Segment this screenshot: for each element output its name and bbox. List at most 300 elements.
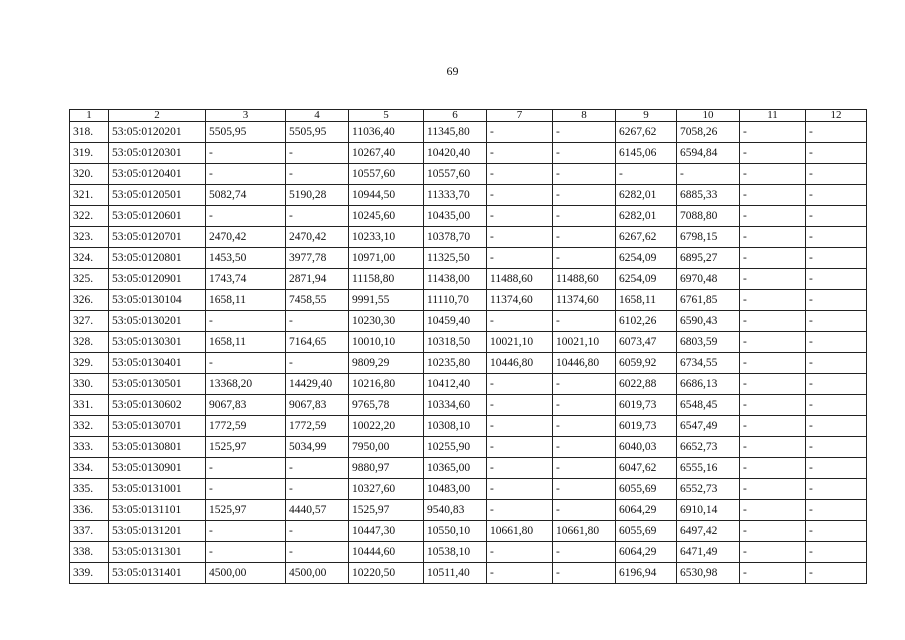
table-cell-col-8: 10661,80: [553, 521, 616, 542]
column-header-2: 2: [109, 110, 206, 122]
table-cell-col-10: 6895,27: [677, 248, 740, 269]
data-table: [69, 109, 867, 584]
table-cell-col-11: -: [740, 164, 806, 185]
table-row: [70, 542, 867, 563]
table-cell-col-2: 53:05:0120201: [109, 122, 206, 143]
table-cell-col-3: -: [206, 521, 286, 542]
table-cell-col-12: -: [806, 458, 867, 479]
table-cell-col-7: -: [487, 479, 553, 500]
table-cell-col-9: 6059,92: [616, 353, 677, 374]
table-cell-col-12: -: [806, 353, 867, 374]
table-cell-col-1: 322.: [70, 206, 109, 227]
table-cell-col-12: -: [806, 122, 867, 143]
column-header-3: 3: [206, 110, 286, 122]
table-cell-col-3: 1453,50: [206, 248, 286, 269]
table-cell-col-5: 10267,40: [349, 143, 424, 164]
table-body: [70, 122, 867, 584]
table-cell-col-9: 6055,69: [616, 479, 677, 500]
column-header-6: 6: [424, 110, 487, 122]
table-cell-col-4: 2871,94: [286, 269, 349, 290]
table-cell-col-7: 11488,60: [487, 269, 553, 290]
table-row: [70, 248, 867, 269]
table-cell-col-11: -: [740, 437, 806, 458]
table-cell-col-10: 7058,26: [677, 122, 740, 143]
table-cell-col-12: -: [806, 395, 867, 416]
table-cell-col-10: 6761,85: [677, 290, 740, 311]
table-cell-col-5: 10220,50: [349, 563, 424, 584]
table-cell-col-4: 9067,83: [286, 395, 349, 416]
table-cell-col-11: -: [740, 395, 806, 416]
table-cell-col-3: -: [206, 542, 286, 563]
table-row: [70, 500, 867, 521]
table-cell-col-10: 6803,59: [677, 332, 740, 353]
table-cell-col-9: 6145,06: [616, 143, 677, 164]
table-cell-col-3: -: [206, 143, 286, 164]
table-cell-col-4: -: [286, 542, 349, 563]
table-cell-col-8: -: [553, 374, 616, 395]
table-cell-col-11: -: [740, 374, 806, 395]
table-row: [70, 458, 867, 479]
table-cell-col-10: 6497,42: [677, 521, 740, 542]
table-cell-col-3: 13368,20: [206, 374, 286, 395]
table-cell-col-6: 10378,70: [424, 227, 487, 248]
table-row: [70, 269, 867, 290]
table-cell-col-7: -: [487, 500, 553, 521]
table-cell-col-12: -: [806, 500, 867, 521]
table-cell-col-5: 10216,80: [349, 374, 424, 395]
table-cell-col-5: 9991,55: [349, 290, 424, 311]
table-cell-col-2: 53:05:0120401: [109, 164, 206, 185]
table-cell-col-10: 6798,15: [677, 227, 740, 248]
table-row: [70, 227, 867, 248]
table-cell-col-1: 327.: [70, 311, 109, 332]
table-cell-col-4: 4440,57: [286, 500, 349, 521]
table-cell-col-6: 10557,60: [424, 164, 487, 185]
table-row: [70, 332, 867, 353]
table-cell-col-8: -: [553, 563, 616, 584]
table-cell-col-11: -: [740, 227, 806, 248]
table-cell-col-5: 10557,60: [349, 164, 424, 185]
table-cell-col-12: -: [806, 164, 867, 185]
table-cell-col-4: 7458,55: [286, 290, 349, 311]
table-cell-col-10: 6590,43: [677, 311, 740, 332]
table-cell-col-6: 10255,90: [424, 437, 487, 458]
table-row: [70, 353, 867, 374]
table-cell-col-6: 10420,40: [424, 143, 487, 164]
table-cell-col-2: 53:05:0130801: [109, 437, 206, 458]
table-cell-col-12: -: [806, 542, 867, 563]
table-cell-col-3: 2470,42: [206, 227, 286, 248]
table-cell-col-12: -: [806, 374, 867, 395]
table-cell-col-5: 11158,80: [349, 269, 424, 290]
table-cell-col-7: -: [487, 164, 553, 185]
table-cell-col-5: 10944,50: [349, 185, 424, 206]
table-cell-col-6: 11333,70: [424, 185, 487, 206]
table-cell-col-11: -: [740, 206, 806, 227]
table-cell-col-7: -: [487, 122, 553, 143]
table-cell-col-8: -: [553, 248, 616, 269]
table-cell-col-9: -: [616, 164, 677, 185]
table-cell-col-10: 6530,98: [677, 563, 740, 584]
table-cell-col-4: -: [286, 479, 349, 500]
table-cell-col-9: 1658,11: [616, 290, 677, 311]
table-cell-col-8: 10021,10: [553, 332, 616, 353]
table-cell-col-2: 53:05:0120801: [109, 248, 206, 269]
table-row: [70, 122, 867, 143]
table-cell-col-4: 5034,99: [286, 437, 349, 458]
table-cell-col-1: 318.: [70, 122, 109, 143]
table-cell-col-1: 336.: [70, 500, 109, 521]
table-cell-col-7: -: [487, 185, 553, 206]
table-cell-col-6: 10550,10: [424, 521, 487, 542]
table-cell-col-7: -: [487, 416, 553, 437]
table-cell-col-10: 6555,16: [677, 458, 740, 479]
column-header-8: 8: [553, 110, 616, 122]
table-cell-col-7: -: [487, 395, 553, 416]
table-cell-col-5: 10010,10: [349, 332, 424, 353]
table-cell-col-2: 53:05:0130104: [109, 290, 206, 311]
table-cell-col-8: 11488,60: [553, 269, 616, 290]
table-cell-col-4: 5190,28: [286, 185, 349, 206]
table-cell-col-9: 6047,62: [616, 458, 677, 479]
table-cell-col-2: 53:05:0130201: [109, 311, 206, 332]
table-cell-col-8: -: [553, 542, 616, 563]
table-cell-col-12: -: [806, 206, 867, 227]
table-cell-col-1: 323.: [70, 227, 109, 248]
table-cell-col-1: 321.: [70, 185, 109, 206]
table-cell-col-6: 10483,00: [424, 479, 487, 500]
table-cell-col-2: 53:05:0131301: [109, 542, 206, 563]
table-cell-col-4: -: [286, 311, 349, 332]
table-row: [70, 521, 867, 542]
table-cell-col-1: 332.: [70, 416, 109, 437]
table-cell-col-7: 10021,10: [487, 332, 553, 353]
table-row: [70, 143, 867, 164]
table-row: [70, 290, 867, 311]
table-cell-col-4: 3977,78: [286, 248, 349, 269]
table-cell-col-2: 53:05:0130602: [109, 395, 206, 416]
table-cell-col-9: 6267,62: [616, 227, 677, 248]
table-cell-col-4: -: [286, 521, 349, 542]
table-cell-col-7: -: [487, 563, 553, 584]
table-cell-col-7: -: [487, 248, 553, 269]
table-cell-col-5: 9765,78: [349, 395, 424, 416]
table-cell-col-12: -: [806, 521, 867, 542]
table-cell-col-4: 5505,95: [286, 122, 349, 143]
table-cell-col-10: 6547,49: [677, 416, 740, 437]
table-cell-col-9: 6064,29: [616, 500, 677, 521]
table-cell-col-6: 11438,00: [424, 269, 487, 290]
table-row: [70, 164, 867, 185]
table-row: [70, 563, 867, 584]
table-row: [70, 185, 867, 206]
table-cell-col-8: -: [553, 458, 616, 479]
table-cell-col-8: 11374,60: [553, 290, 616, 311]
table-cell-col-12: -: [806, 290, 867, 311]
table-cell-col-2: 53:05:0131201: [109, 521, 206, 542]
table-cell-col-10: 6471,49: [677, 542, 740, 563]
table-cell-col-7: 11374,60: [487, 290, 553, 311]
table-cell-col-10: 6910,14: [677, 500, 740, 521]
table-cell-col-8: -: [553, 500, 616, 521]
table-cell-col-12: -: [806, 479, 867, 500]
table-cell-col-9: 6282,01: [616, 206, 677, 227]
table-cell-col-5: 10444,60: [349, 542, 424, 563]
table-cell-col-1: 325.: [70, 269, 109, 290]
table-cell-col-2: 53:05:0130501: [109, 374, 206, 395]
table-cell-col-12: -: [806, 437, 867, 458]
table-cell-col-9: 6019,73: [616, 416, 677, 437]
table-cell-col-1: 330.: [70, 374, 109, 395]
column-header-7: 7: [487, 110, 553, 122]
table-cell-col-6: 10459,40: [424, 311, 487, 332]
table-cell-col-6: 10318,50: [424, 332, 487, 353]
table-cell-col-5: 7950,00: [349, 437, 424, 458]
table-cell-col-6: 10538,10: [424, 542, 487, 563]
table-cell-col-9: 6064,29: [616, 542, 677, 563]
table-cell-col-9: 6073,47: [616, 332, 677, 353]
table-cell-col-10: 6652,73: [677, 437, 740, 458]
table-cell-col-1: 329.: [70, 353, 109, 374]
table-cell-col-3: 5082,74: [206, 185, 286, 206]
table-cell-col-9: 6019,73: [616, 395, 677, 416]
table-cell-col-5: 10327,60: [349, 479, 424, 500]
table-cell-col-3: -: [206, 353, 286, 374]
table-cell-col-6: 9540,83: [424, 500, 487, 521]
table-cell-col-12: -: [806, 563, 867, 584]
table-cell-col-5: 10971,00: [349, 248, 424, 269]
table-cell-col-3: 9067,83: [206, 395, 286, 416]
table-cell-col-4: -: [286, 143, 349, 164]
table-cell-col-8: -: [553, 122, 616, 143]
table-cell-col-5: 10233,10: [349, 227, 424, 248]
table-cell-col-4: 7164,65: [286, 332, 349, 353]
table-cell-col-4: -: [286, 164, 349, 185]
column-header-4: 4: [286, 110, 349, 122]
table-cell-col-8: 10446,80: [553, 353, 616, 374]
table-cell-col-12: -: [806, 248, 867, 269]
table-cell-col-3: -: [206, 206, 286, 227]
table-cell-col-2: 53:05:0120701: [109, 227, 206, 248]
table-cell-col-8: -: [553, 395, 616, 416]
table-cell-col-3: 1772,59: [206, 416, 286, 437]
table-cell-col-1: 334.: [70, 458, 109, 479]
table-cell-col-10: 6552,73: [677, 479, 740, 500]
table-cell-col-5: 9880,97: [349, 458, 424, 479]
table-cell-col-5: 10245,60: [349, 206, 424, 227]
table-cell-col-12: -: [806, 143, 867, 164]
table-cell-col-5: 10022,20: [349, 416, 424, 437]
table-row: [70, 416, 867, 437]
table-cell-col-7: 10446,80: [487, 353, 553, 374]
table-cell-col-4: 14429,40: [286, 374, 349, 395]
table-cell-col-1: 335.: [70, 479, 109, 500]
table-cell-col-1: 326.: [70, 290, 109, 311]
table-cell-col-1: 337.: [70, 521, 109, 542]
table-cell-col-1: 339.: [70, 563, 109, 584]
table-cell-col-3: -: [206, 311, 286, 332]
column-header-11: 11: [740, 110, 806, 122]
table-cell-col-2: 53:05:0130401: [109, 353, 206, 374]
table-cell-col-3: 1525,97: [206, 500, 286, 521]
table-cell-col-12: -: [806, 311, 867, 332]
table-cell-col-6: 10412,40: [424, 374, 487, 395]
table-cell-col-4: -: [286, 206, 349, 227]
table-cell-col-7: -: [487, 227, 553, 248]
column-header-5: 5: [349, 110, 424, 122]
table-cell-col-7: -: [487, 542, 553, 563]
table-cell-col-8: -: [553, 479, 616, 500]
column-header-10: 10: [677, 110, 740, 122]
table-cell-col-9: 6055,69: [616, 521, 677, 542]
table-cell-col-6: 10308,10: [424, 416, 487, 437]
table-cell-col-8: -: [553, 164, 616, 185]
table-cell-col-2: 53:05:0130901: [109, 458, 206, 479]
table-cell-col-11: -: [740, 479, 806, 500]
table-cell-col-1: 338.: [70, 542, 109, 563]
table-cell-col-7: -: [487, 143, 553, 164]
table-cell-col-9: 6254,09: [616, 248, 677, 269]
table-cell-col-3: -: [206, 164, 286, 185]
table-cell-col-6: 10334,60: [424, 395, 487, 416]
table-cell-col-11: -: [740, 521, 806, 542]
table-cell-col-11: -: [740, 143, 806, 164]
table-cell-col-5: 9809,29: [349, 353, 424, 374]
table-row: [70, 374, 867, 395]
table-cell-col-12: -: [806, 332, 867, 353]
table-cell-col-11: -: [740, 563, 806, 584]
table-cell-col-11: -: [740, 353, 806, 374]
table-cell-col-12: -: [806, 416, 867, 437]
table-cell-col-10: 6548,45: [677, 395, 740, 416]
table-cell-col-1: 328.: [70, 332, 109, 353]
table-cell-col-3: -: [206, 458, 286, 479]
table-cell-col-2: 53:05:0120501: [109, 185, 206, 206]
table-cell-col-9: 6102,26: [616, 311, 677, 332]
table-cell-col-10: 6734,55: [677, 353, 740, 374]
table-row: [70, 437, 867, 458]
table-cell-col-11: -: [740, 500, 806, 521]
table-cell-col-1: 319.: [70, 143, 109, 164]
table-cell-col-9: 6022,88: [616, 374, 677, 395]
table-row: [70, 479, 867, 500]
table-cell-col-11: -: [740, 269, 806, 290]
table-cell-col-5: 10230,30: [349, 311, 424, 332]
table-cell-col-11: -: [740, 332, 806, 353]
table-row: [70, 206, 867, 227]
table-cell-col-2: 53:05:0131001: [109, 479, 206, 500]
table-cell-col-8: -: [553, 437, 616, 458]
table-cell-col-2: 53:05:0120301: [109, 143, 206, 164]
table-cell-col-3: -: [206, 479, 286, 500]
table-cell-col-3: 1658,11: [206, 332, 286, 353]
table-cell-col-10: -: [677, 164, 740, 185]
table-cell-col-6: 11110,70: [424, 290, 487, 311]
table-cell-col-10: 6970,48: [677, 269, 740, 290]
table-cell-col-6: 10435,00: [424, 206, 487, 227]
table-cell-col-10: 6594,84: [677, 143, 740, 164]
table-cell-col-10: 7088,80: [677, 206, 740, 227]
table-cell-col-3: 1525,97: [206, 437, 286, 458]
table-cell-col-11: -: [740, 416, 806, 437]
table-cell-col-2: 53:05:0120901: [109, 269, 206, 290]
table-cell-col-8: -: [553, 206, 616, 227]
table-cell-col-7: -: [487, 206, 553, 227]
table-cell-col-1: 331.: [70, 395, 109, 416]
table-cell-col-10: 6885,33: [677, 185, 740, 206]
table-cell-col-6: 11345,80: [424, 122, 487, 143]
table-cell-col-3: 1743,74: [206, 269, 286, 290]
table-cell-col-3: 4500,00: [206, 563, 286, 584]
table-cell-col-3: 1658,11: [206, 290, 286, 311]
table-cell-col-5: 10447,30: [349, 521, 424, 542]
table-cell-col-11: -: [740, 290, 806, 311]
table-cell-col-11: -: [740, 248, 806, 269]
table-cell-col-1: 324.: [70, 248, 109, 269]
table-cell-col-8: -: [553, 143, 616, 164]
table-cell-col-2: 53:05:0131401: [109, 563, 206, 584]
table-row: [70, 311, 867, 332]
table-cell-col-2: 53:05:0131101: [109, 500, 206, 521]
table-cell-col-6: 10511,40: [424, 563, 487, 584]
table-cell-col-2: 53:05:0130701: [109, 416, 206, 437]
table-cell-col-7: -: [487, 458, 553, 479]
table-cell-col-12: -: [806, 269, 867, 290]
table-cell-col-8: -: [553, 227, 616, 248]
table-cell-col-12: -: [806, 185, 867, 206]
table-row: [70, 395, 867, 416]
table-cell-col-9: 6196,94: [616, 563, 677, 584]
column-header-9: 9: [616, 110, 677, 122]
page-number: 69: [446, 64, 459, 78]
table-cell-col-7: -: [487, 374, 553, 395]
table-cell-col-4: 2470,42: [286, 227, 349, 248]
table-cell-col-9: 6282,01: [616, 185, 677, 206]
table-cell-col-9: 6040,03: [616, 437, 677, 458]
column-header-1: 1: [70, 110, 109, 122]
table-header-row: [70, 110, 867, 122]
table-cell-col-4: -: [286, 353, 349, 374]
table-cell-col-5: 1525,97: [349, 500, 424, 521]
table-cell-col-6: 11325,50: [424, 248, 487, 269]
table-cell-col-12: -: [806, 227, 867, 248]
table-cell-col-1: 320.: [70, 164, 109, 185]
table-cell-col-2: 53:05:0120601: [109, 206, 206, 227]
table-cell-col-5: 11036,40: [349, 122, 424, 143]
table-cell-col-8: -: [553, 311, 616, 332]
table-cell-col-3: 5505,95: [206, 122, 286, 143]
table-cell-col-9: 6267,62: [616, 122, 677, 143]
table-cell-col-10: 6686,13: [677, 374, 740, 395]
table-cell-col-11: -: [740, 185, 806, 206]
table-cell-col-11: -: [740, 311, 806, 332]
table-cell-col-11: -: [740, 542, 806, 563]
table-cell-col-7: 10661,80: [487, 521, 553, 542]
table-cell-col-8: -: [553, 185, 616, 206]
table-cell-col-9: 6254,09: [616, 269, 677, 290]
table-cell-col-11: -: [740, 122, 806, 143]
table-cell-col-7: -: [487, 437, 553, 458]
table-cell-col-6: 10235,80: [424, 353, 487, 374]
column-header-12: 12: [806, 110, 867, 122]
table-cell-col-4: -: [286, 458, 349, 479]
table-cell-col-4: 1772,59: [286, 416, 349, 437]
table-cell-col-8: -: [553, 416, 616, 437]
table-cell-col-2: 53:05:0130301: [109, 332, 206, 353]
table-cell-col-1: 333.: [70, 437, 109, 458]
table-cell-col-4: 4500,00: [286, 563, 349, 584]
table-cell-col-11: -: [740, 458, 806, 479]
